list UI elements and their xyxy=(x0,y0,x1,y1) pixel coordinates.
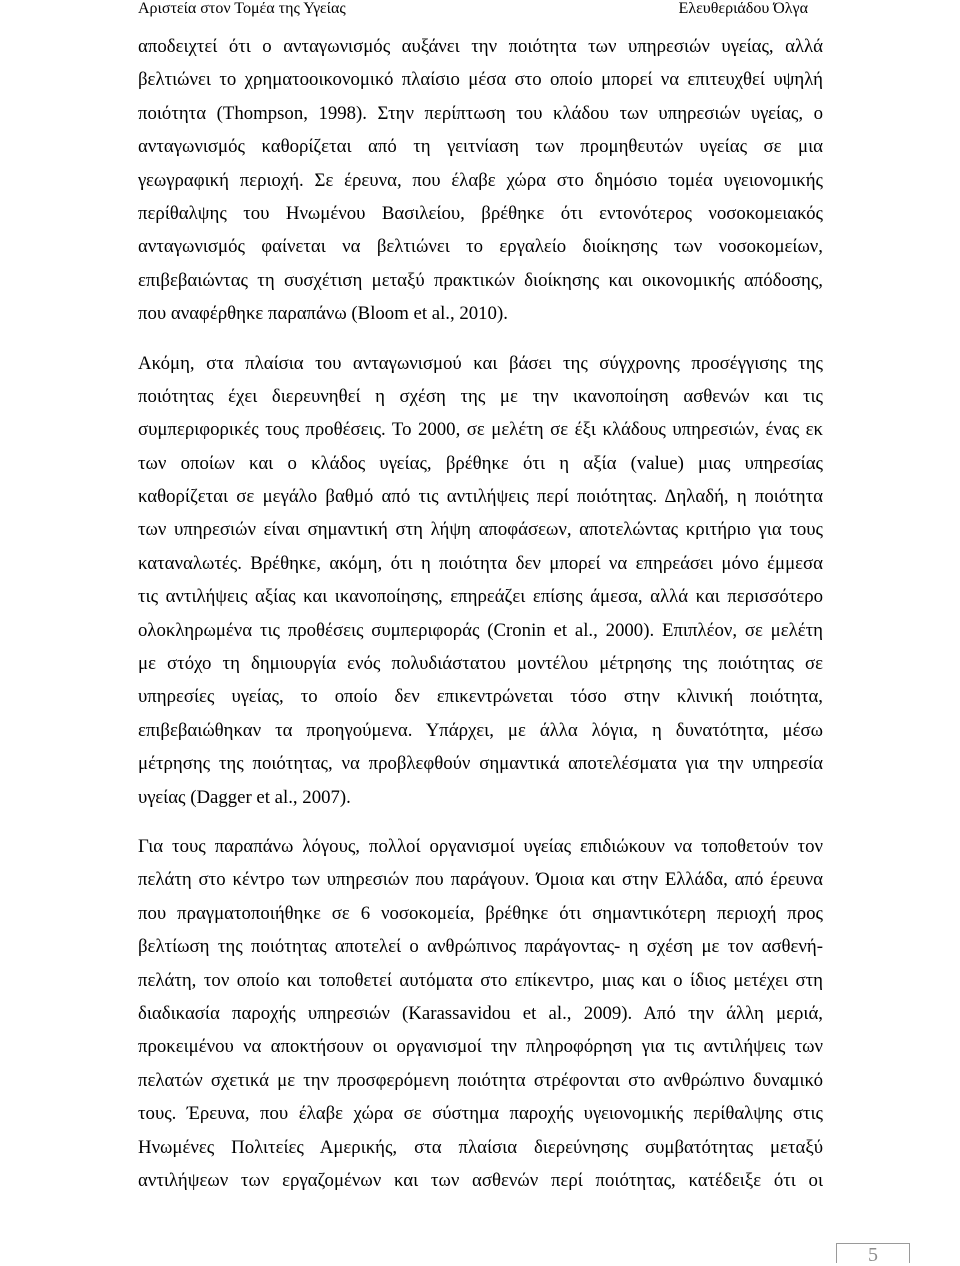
text-line: αποδειχτεί ότι ο ανταγωνισμός αυξάνει την ποιότητα των υπηρεσιών υγείας, αλλά xyxy=(138,36,823,57)
text-line: επιβεβαιώντας τη συσχέτιση μεταξύ πρακτικών διοίκησης και οικονομικής απόδοσης, xyxy=(138,269,823,291)
text-line: γεωγραφική περιοχή. Σε έρευνα, που έλαβε χώρα στο δημόσιο τομέα υγειονομικής xyxy=(138,169,823,191)
text-line: που αναφέρθηκε παραπάνω (Bloom et al., 2010). xyxy=(138,303,508,325)
text-line: πελάτη στο κέντρο των υπηρεσιών που παράγουν. Όμοια και στην Ελλάδα, από έρευνα xyxy=(138,869,823,891)
text-line: καθορίζεται σε μεγάλο βαθμό από τις αντιλήψεις περί ποιότητας. Δηλαδή, η ποιότητα xyxy=(138,486,823,508)
text-line: τους. Έρευνα, που έλαβε χώρα σε σύστημα παροχής υγειονομικής περίθαλψης στις xyxy=(138,1103,823,1125)
paragraph xyxy=(138,347,823,814)
text-line: ποιότητας έχει διερευνηθεί η σχέση της με την ικανοποίηση ασθενών και τις xyxy=(138,385,823,407)
text-line: ανταγωνισμός καθορίζεται από τη γειτνίαση των προμηθευτών υγείας σε μια xyxy=(138,136,823,158)
text-line: των υπηρεσιών είναι σημαντική στη λήψη αποφάσεων, αποτελώντας κριτήριο για τους xyxy=(138,519,823,541)
text-line: διαδικασία παροχής υπηρεσιών (Karassavidou et al., 2009). Από την άλλη μεριά, xyxy=(138,1002,823,1024)
text-line: με στόχο τη δημιουργία ενός πολυδιάστατου μοντέλου μέτρησης της ποιότητας σε xyxy=(138,653,823,675)
text-line: βελτιώνει το χρηματοοικονομικό πλαίσιο μέσα στο οποίο μπορεί να επιτευχθεί υψηλή xyxy=(138,69,823,91)
text-line: που πραγματοποιήθηκε σε 6 νοσοκομεία, βρέθηκε ότι σημαντικότερη περιοχή προς xyxy=(138,902,823,924)
text-line: επιβεβαιώθηκαν τα προηγούμενα. Υπάρχει, με άλλα λόγια, η δυνατότητα, μέσω xyxy=(138,719,823,741)
text-line: ολοκληρωμένα τις προθέσεις συμπεριφοράς (Cronin et al., 2000). Επιπλέον, σε μελέτη xyxy=(138,619,823,641)
text-line: Ακόμη, στα πλαίσια του ανταγωνισμού και βάσει της σύγχρονης προσέγγισης της xyxy=(138,352,823,374)
text-line: Ηνωμένες Πολιτείες Αμερικής, στα πλαίσια διερεύνησης συμβατότητας μεταξύ xyxy=(138,1136,823,1158)
text-line: αντιλήψεων των εργαζομένων και των ασθενών περί ποιότητας, κατέδειξε ότι οι xyxy=(138,1169,823,1191)
paragraph xyxy=(138,830,823,1197)
page-number: 5 xyxy=(868,1244,878,1266)
text-line: υγείας (Dagger et al., 2007). xyxy=(138,786,351,808)
text-line: των οποίων και ο κλάδος υγείας, βρέθηκε ότι η αξία (value) μιας υπηρεσίας xyxy=(138,452,823,474)
body-text xyxy=(138,30,823,1213)
running-header-author: Ελευθεριάδου Όλγα xyxy=(678,0,808,17)
text-line: ανταγωνισμός φαίνεται να βελτιώνει το εργαλείο διοίκησης των νοσοκομείων, xyxy=(138,236,823,258)
text-line: προκειμένου να αποκτήσουν οι οργανισμοί την πληροφόρηση για τις αντιλήψεις των xyxy=(138,1036,823,1058)
text-line: τις αντιλήψεις αξίας και ικανοποίησης, επηρεάζει επίσης άμεσα, αλλά και περισσότερο xyxy=(138,586,823,608)
text-line: Για τους παραπάνω λόγους, πολλοί οργανισμοί υγείας επιδιώκουν να τοποθετούν τον xyxy=(138,835,823,857)
text-line: καταναλωτές. Βρέθηκε, ακόμη, ότι η ποιότητα δεν μπορεί να επηρεάσει μόνο έμμεσα xyxy=(138,552,823,574)
text-line: ποιότητα (Thompson, 1998). Στην περίπτωση του κλάδου των υπηρεσιών υγείας, ο xyxy=(138,102,823,124)
text-line: συμπεριφορικές τους προθέσεις. Το 2000, σε μελέτη σε έξι κλάδους υπηρεσιών, ένας εκ xyxy=(138,419,823,441)
text-line: περίθαλψης του Ηνωμένου Βασιλείου, βρέθηκε ότι εντονότερος νοσοκομειακός xyxy=(138,202,823,224)
paragraph xyxy=(138,30,823,331)
running-header-title: Αριστεία στον Τομέα της Υγείας xyxy=(138,0,346,17)
text-line: μέτρησης της ποιότητας, να προβλεφθούν σημαντικά αποτελέσματα για την υπηρεσία xyxy=(138,753,823,775)
text-line: πελάτη, τον οποίο και τοποθετεί αυτόματα στο επίκεντρο, μιας και ο ίδιος μετέχει στη xyxy=(138,969,823,991)
text-line: βελτίωση της ποιότητας αποτελεί ο ανθρώπινος παράγοντας- η σχέση με τον ασθενή- xyxy=(138,936,823,958)
text-line: πελατών σχετικά με την προσφερόμενη ποιότητα στρέφονται στο ανθρώπινο δυναμικό xyxy=(138,1069,823,1091)
text-line: υπηρεσίες υγείας, το οποίο δεν επικεντρώνεται τόσο στην κλινική ποιότητα, xyxy=(138,686,823,708)
page-number-box xyxy=(836,1243,910,1266)
